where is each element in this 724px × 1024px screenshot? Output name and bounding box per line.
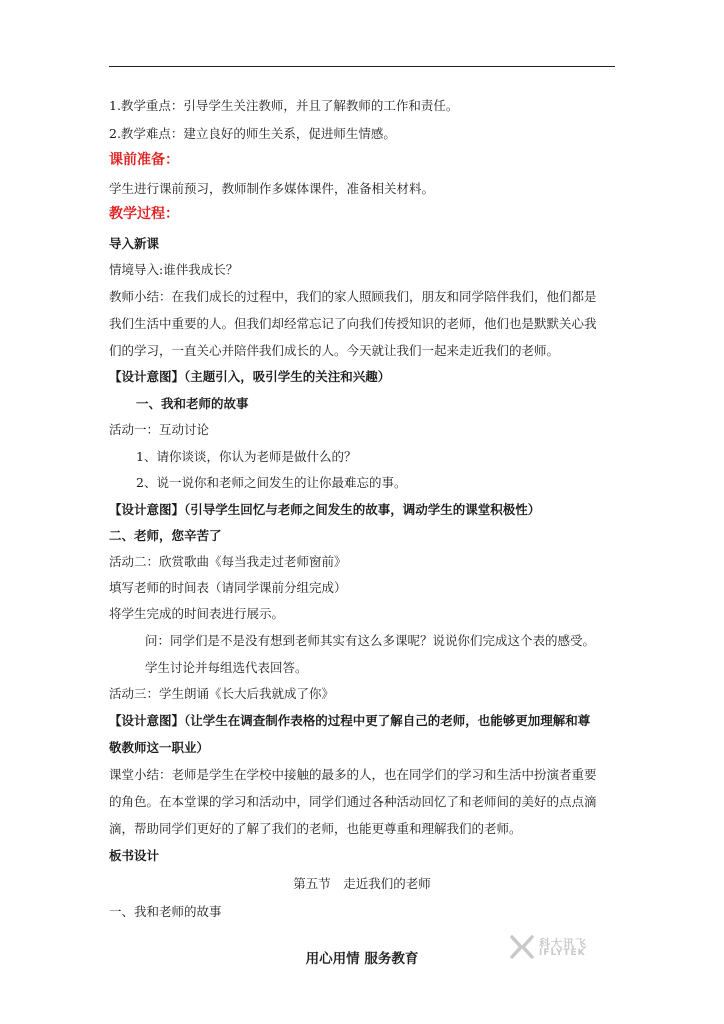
paragraph-line: 学生进行课前预习，教师制作多媒体课件，准备相关材料。 [109, 181, 435, 196]
paragraph-line: 课堂小结：老师是学生在学校中接触的最多的人，也在同学们的学习和生活中扮演者重要 [109, 767, 597, 782]
paragraph-line: 的角色。在本堂课的学习和活动中，同学们通过各种活动回忆了和老师间的美好的点点滴 [109, 794, 597, 809]
iflytek-mark-icon [509, 934, 535, 960]
logo-cn-text: 科大讯飞 [539, 937, 587, 950]
paragraph-line: 学生讨论并每组选代表回答。 [145, 660, 308, 675]
paragraph-line: 滴，帮助同学们更好的了解了我们的老师，也能更尊重和理解我们的老师。 [109, 821, 522, 836]
paragraph-line: 们的学习，一直关心并陪伴我们成长的人。今天就让我们一起来走近我们的老师。 [109, 343, 560, 358]
footer-slogan: 用心用情 服务教育 [305, 951, 419, 967]
paragraph-line: 我们生活中重要的人。但我们却经常忘记了向我们传授知识的老师，他们也是默默关心我 [109, 316, 597, 331]
subheading-thanks: 二、老师，您辛苦了 [109, 528, 222, 543]
paragraph-line: 填写老师的时间表（请同学课前分组完成） [109, 580, 347, 595]
header-rule [109, 66, 615, 67]
subheading-intro: 导入新课 [109, 236, 160, 251]
design-intent-line: 【设计意图】（引导学生回忆与老师之间发生的故事，调动学生的课堂积极性） [109, 502, 541, 517]
paragraph-line: 教师小结：在我们成长的过程中，我们的家人照顾我们，朋友和同学陪伴我们，他们都是 [109, 289, 597, 304]
paragraph-line: 将学生完成的时间表进行展示。 [109, 606, 285, 621]
activity-line: 活动二：欣赏歌曲《每当我走过老师窗前》 [109, 554, 347, 569]
design-intent-line: 【设计意图】（主题引入，吸引学生的关注和兴趣） [109, 369, 391, 384]
logo-en-text: IFLYTEK [539, 948, 586, 958]
design-intent-line: 【设计意图】（让学生在调查制作表格的过程中更了解自己的老师，也能够更加理解和尊 [109, 713, 591, 728]
list-item: 1、请你谈谈，你认为老师是做什么的？ [136, 449, 357, 464]
paragraph-line: 情境导入:谁伴我成长？ [109, 262, 239, 277]
subheading-story: 一、我和老师的故事 [136, 396, 249, 411]
activity-line: 活动一：互动讨论 [109, 422, 210, 437]
design-intent-line: 敬教师这一职业） [109, 740, 210, 755]
key-point-line: 1.教学重点：引导学生关注教师，并且了解教师的工作和责任。 [109, 98, 459, 113]
question-line: 问：同学们是不是没有想到老师其实有这么多课呢？说说你们完成这个表的感受。 [145, 633, 596, 648]
iflytek-logo [509, 934, 619, 962]
board-item: 一、我和老师的故事 [109, 904, 222, 919]
board-title: 第五节 走近我们的老师 [293, 876, 431, 891]
list-item: 2、说一说你和老师之间发生的让你最难忘的事。 [136, 475, 407, 490]
activity-line: 活动三：学生朗诵《长大后我就成了你》 [109, 686, 335, 701]
section-heading-process: 教学过程： [109, 206, 179, 222]
difficult-point-line: 2.教学难点：建立良好的师生关系，促进师生情感。 [109, 126, 396, 141]
section-heading-preparation: 课前准备： [109, 152, 179, 168]
subheading-board: 板书设计 [109, 848, 160, 863]
